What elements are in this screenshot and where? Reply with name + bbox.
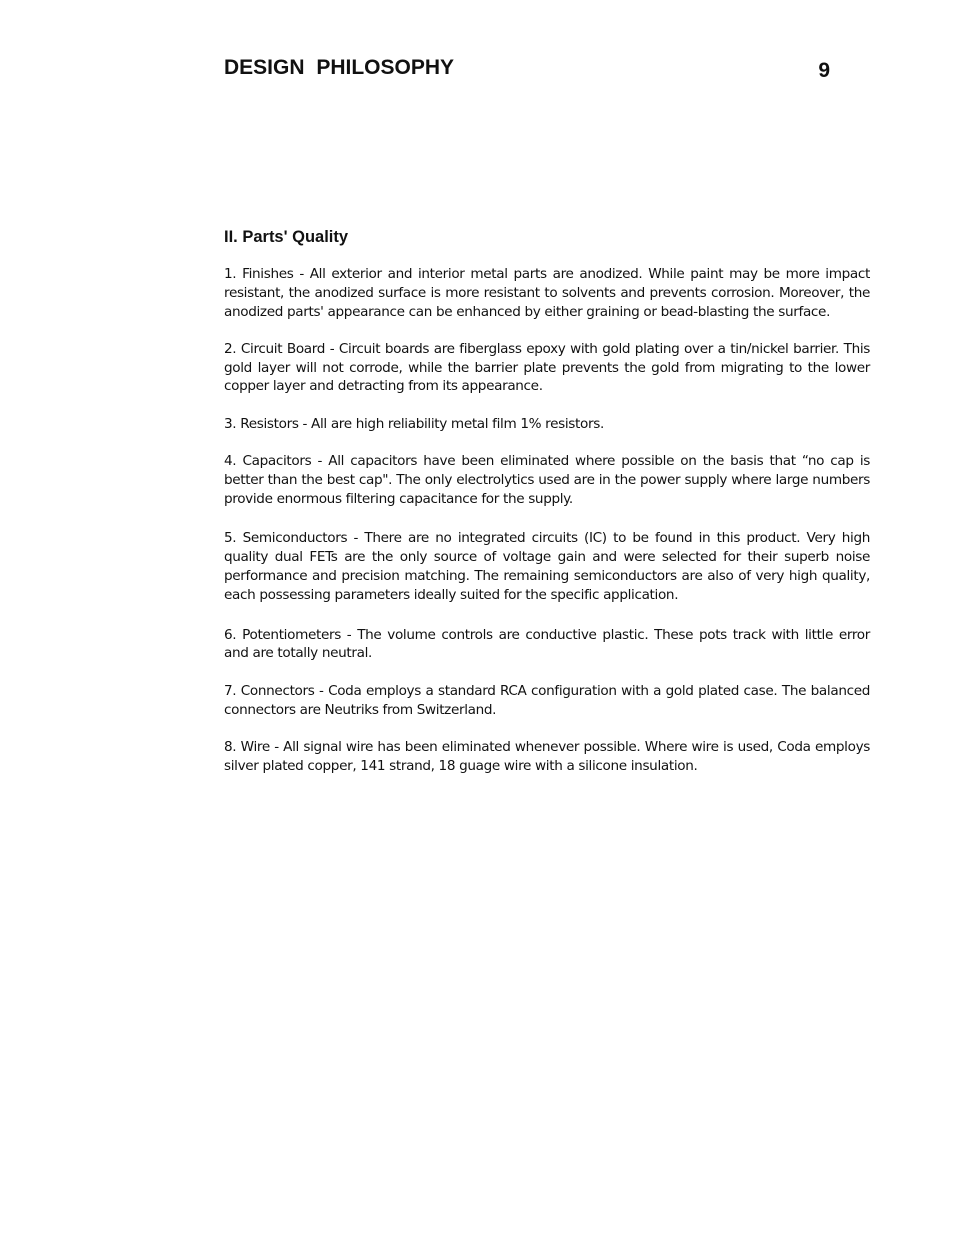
- section-heading: II. Parts' Quality: [224, 228, 349, 246]
- paragraph-wire: 8. Wire - All signal wire has been eliminated whenever possible. Where wire is used, Coda employs silver plated copper, 141 strand, 18 guage wire with a silicone insulation.: [224, 738, 870, 774]
- page-header: [224, 55, 830, 85]
- parts-quality-section: [224, 226, 870, 794]
- paragraph-finishes: 1. Finishes - All exterior and interior metal parts are anodized. While paint may be more impact resistant, the anodized surface is more resistant to solvents and prevents corrosion. Moreover, the anodized parts' appearance can be enhanced by either graining or bead-blasting the surface.: [224, 266, 870, 320]
- paragraph-potentiometers: 6. Potentiometers - The volume controls are conductive plastic. These pots track with little error and are totally neutral.: [224, 626, 870, 662]
- paragraph-circuit-board: 2. Circuit Board - Circuit boards are fiberglass epoxy with gold plating over a tin/nickel barrier. This gold layer will not corrode, while the barrier plate prevents the gold from migrating to the lower copper layer and detracting from its appearance.: [224, 340, 870, 395]
- page-number: 9: [818, 59, 830, 82]
- page-title: DESIGN PHILOSOPHY: [224, 56, 455, 79]
- paragraph-connectors: 7. Connectors - Coda employs a standard RCA configuration with a gold plated case. The balanced connectors are Neutriks from Switzerland.: [224, 682, 870, 718]
- paragraph-semiconductors: 5. Semiconductors - There are no integrated circuits (IC) to be found in this product. Very high quality dual FETs are the only source of voltage gain and were selected for their superb noise performance and precision matching. The remaining semiconductors are also of very high quality, each possessing parameters ideally suited for the specific application.: [224, 530, 870, 603]
- paragraph-resistors: 3. Resistors - All are high reliability metal film 1% resistors.: [224, 415, 604, 432]
- paragraph-capacitors: 4. Capacitors - All capacitors have been eliminated where possible on the basis that “no cap is better than the best cap". The only electrolytics used are in the power supply where large numbers provide enormous filtering capacitance for the supply.: [224, 453, 870, 507]
